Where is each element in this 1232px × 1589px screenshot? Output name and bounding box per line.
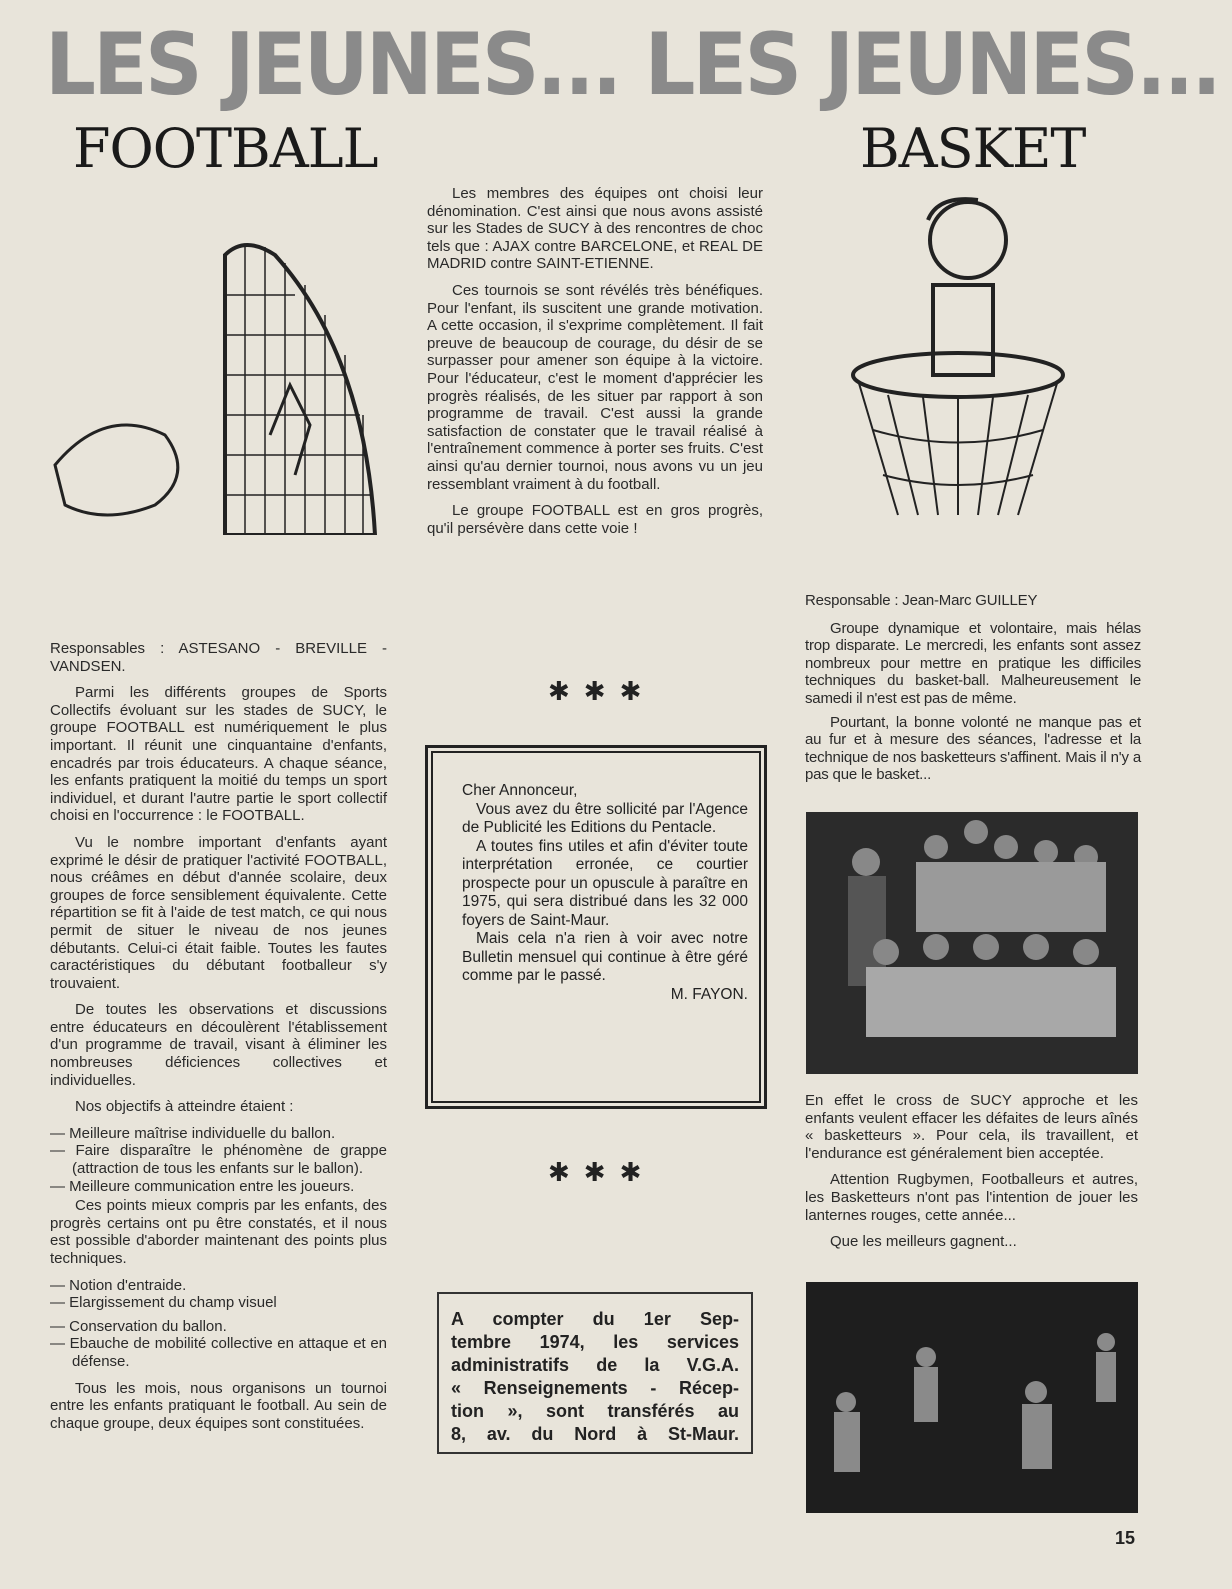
football-paragraph: Parmi les différents groupes de Sports Collectifs évoluant sur les stades de SUCY, le groupe FOOTBALL est numériquement le plus important. Il réunit une cinquantaine d'enfants, encadrés par trois éducateurs. A chaque séance, les enfants pratiquent la moitié du temps un sport individuel, et durant l'autre partie le sport collectif choisi en l'occurrence : le FOOTBALL. <box>50 684 387 825</box>
football-paragraph: Nos objectifs à atteindre étaient : <box>75 1098 294 1116</box>
annonceur-paragraph: Vous avez du être sollicité par l'Agence de Publicité les Editions du Pentacle. <box>462 800 748 836</box>
notice-line: « Renseignements - Récep- <box>451 1378 739 1398</box>
technique-item: — Conservation du ballon. <box>50 1317 227 1335</box>
football-paragraph: Ces tournois se sont révélés très bénéfiques. Pour l'enfant, ils suscitent une grande motivation. A cette occasion, il s'exprime complètement. Il fait preuve de beaucoup de courage, du désir de se surpasser pour amener son équipe à la victoire. Pour l'éducateur, c'est le moment d'apprécier les progrès réalisés, de les situer par rapport à son programme de travail. C'est aussi la grande satisfaction de constater que le travail réalisé à l'entraînement commence à porter ses fruits. C'est ainsi qu'au dernier tournoi, nous avons vu un jeu ressemblant vraiment à du football. <box>427 281 763 493</box>
basket-game-photo <box>806 1282 1138 1513</box>
basket-title: BASKET <box>860 117 1086 180</box>
annonceur-notice-box <box>425 745 767 1109</box>
separator-stars: ✱✱✱ <box>548 1157 656 1187</box>
football-paragraph: Tous les mois, nous organisons un tournoi entre les enfants pratiquant le football. Au sein de chaque groupe, deux équipes sont constituées. <box>50 1379 387 1432</box>
basket-responsable: Responsable : Jean-Marc GUILLEY <box>805 592 1038 609</box>
basket-paragraph: Groupe dynamique et volontaire, mais hélas trop disparate. Le mercredi, les enfants sont assez nombreux pour mettre en pratique les difficiles techniques du basket-ball. Malheureusement le samedi il n'est est pas de même. <box>805 619 1141 707</box>
notice-line: A compter du 1er Sep- <box>451 1309 739 1329</box>
section-banner: LES JEUNES... LES JEUNES... <box>45 15 1219 115</box>
objective-item: — Faire disparaître le phénomène de grappe (attraction de tous les enfants sur le ballon). <box>50 1142 387 1178</box>
annonceur-paragraph: Mais cela n'a rien à voir avec notre Bulletin mensuel qui continue à être géré comme par le passé. <box>462 930 748 984</box>
objective-item: — Meilleure communication entre les joueurs. <box>50 1177 355 1195</box>
basket-column-top <box>805 592 1141 790</box>
football-column-left <box>50 640 387 1441</box>
notice-line: 8, av. du Nord à St-Maur. <box>451 1424 739 1444</box>
football-title: FOOTBALL <box>73 117 378 180</box>
annonceur-paragraph: A toutes fins utiles et afin d'éviter toute interprétation erronée, ce courtier prospecte pour un opuscule à paraître en 1975, qui sera distribué dans les 32 000 foyers de Saint-Maur. <box>462 837 748 929</box>
basket-paragraph: En effet le cross de SUCY approche et les enfants veulent effacer les défaites de leurs aînés « basketteurs ». Pour cela, ils travaillent, et l'endurance est généralement bien acceptée. <box>805 1092 1138 1162</box>
notice-line: tion », sont transférés au <box>451 1401 739 1421</box>
football-paragraph: Ces points mieux compris par les enfants, des progrès certains ont pu être constatés, et il nous est possible d'aborder maintenant des points plus techniques. <box>50 1197 387 1267</box>
address-change-notice <box>437 1292 753 1454</box>
football-column-middle <box>427 185 763 546</box>
football-goalkeeper-illustration <box>45 235 385 535</box>
annonceur-salutation: Cher Annonceur, <box>462 782 578 799</box>
football-paragraph: De toutes les observations et discussions entre éducateurs en découlèrent l'établissement d'un programme de travail, visant à éliminer les nombreuses déficiences collectives et individuelles. <box>50 1001 387 1089</box>
basket-paragraph: Que les meilleurs gagnent... <box>830 1233 1017 1251</box>
notice-line: tembre 1974, les services <box>451 1332 739 1352</box>
notice-line: administratifs de la V.G.A. <box>451 1355 739 1375</box>
page-number: 15 <box>1115 1528 1136 1548</box>
objective-item: — Meilleure maîtrise individuelle du ballon. <box>50 1124 336 1142</box>
technique-item: — Elargissement du champ visuel <box>50 1294 277 1312</box>
basket-column-bottom <box>805 1092 1138 1260</box>
basket-paragraph: Pourtant, la bonne volonté ne manque pas et au fur et à mesure des séances, l'adresse et la technique de nos basketteurs s'affinent. Mais il n'y a pas que le basket... <box>805 713 1141 784</box>
annonceur-signature: M. FAYON. <box>670 985 748 1003</box>
basket-paragraph: Attention Rugbymen, Footballeurs et autres, les Basketteurs n'ont pas l'intention de jouer les lanternes rouges, cette année... <box>805 1171 1138 1224</box>
separator-stars: ✱✱✱ <box>548 676 656 706</box>
football-paragraph: Les membres des équipes ont choisi leur dénomination. C'est ainsi que nous avons assisté sur les Stades de SUCY à des rencontres de choc tels que : AJAX contre BARCELONE, et REAL DE MADRID contre SAINT-ETIENNE. <box>427 185 763 273</box>
technique-item: — Notion d'entraide. <box>50 1276 187 1294</box>
football-paragraph: Le groupe FOOTBALL est en gros progrès, qu'il persévère dans cette voie ! <box>427 502 763 537</box>
football-responsables: Responsables : ASTESANO - BREVILLE - VANDSEN. <box>50 640 387 675</box>
technique-item: — Ebauche de mobilité collective en attaque et en défense. <box>50 1335 387 1370</box>
football-paragraph: Vu le nombre important d'enfants ayant exprimé le désir de pratiquer l'activité FOOTBALL, nous créâmes en début d'année scolaire, deux groupes de force sensiblement équivalente. Cette répartition se fit à l'aide de test match, ce qui nous permit de situer le niveau de nos jeunes débutants. Celui-ci était faible. Toutes les fautes caractéristiques du débutant footballeur s'y trouvaient. <box>50 833 387 992</box>
basket-team-photo <box>806 812 1138 1074</box>
basket-player-illustration <box>848 190 1068 520</box>
